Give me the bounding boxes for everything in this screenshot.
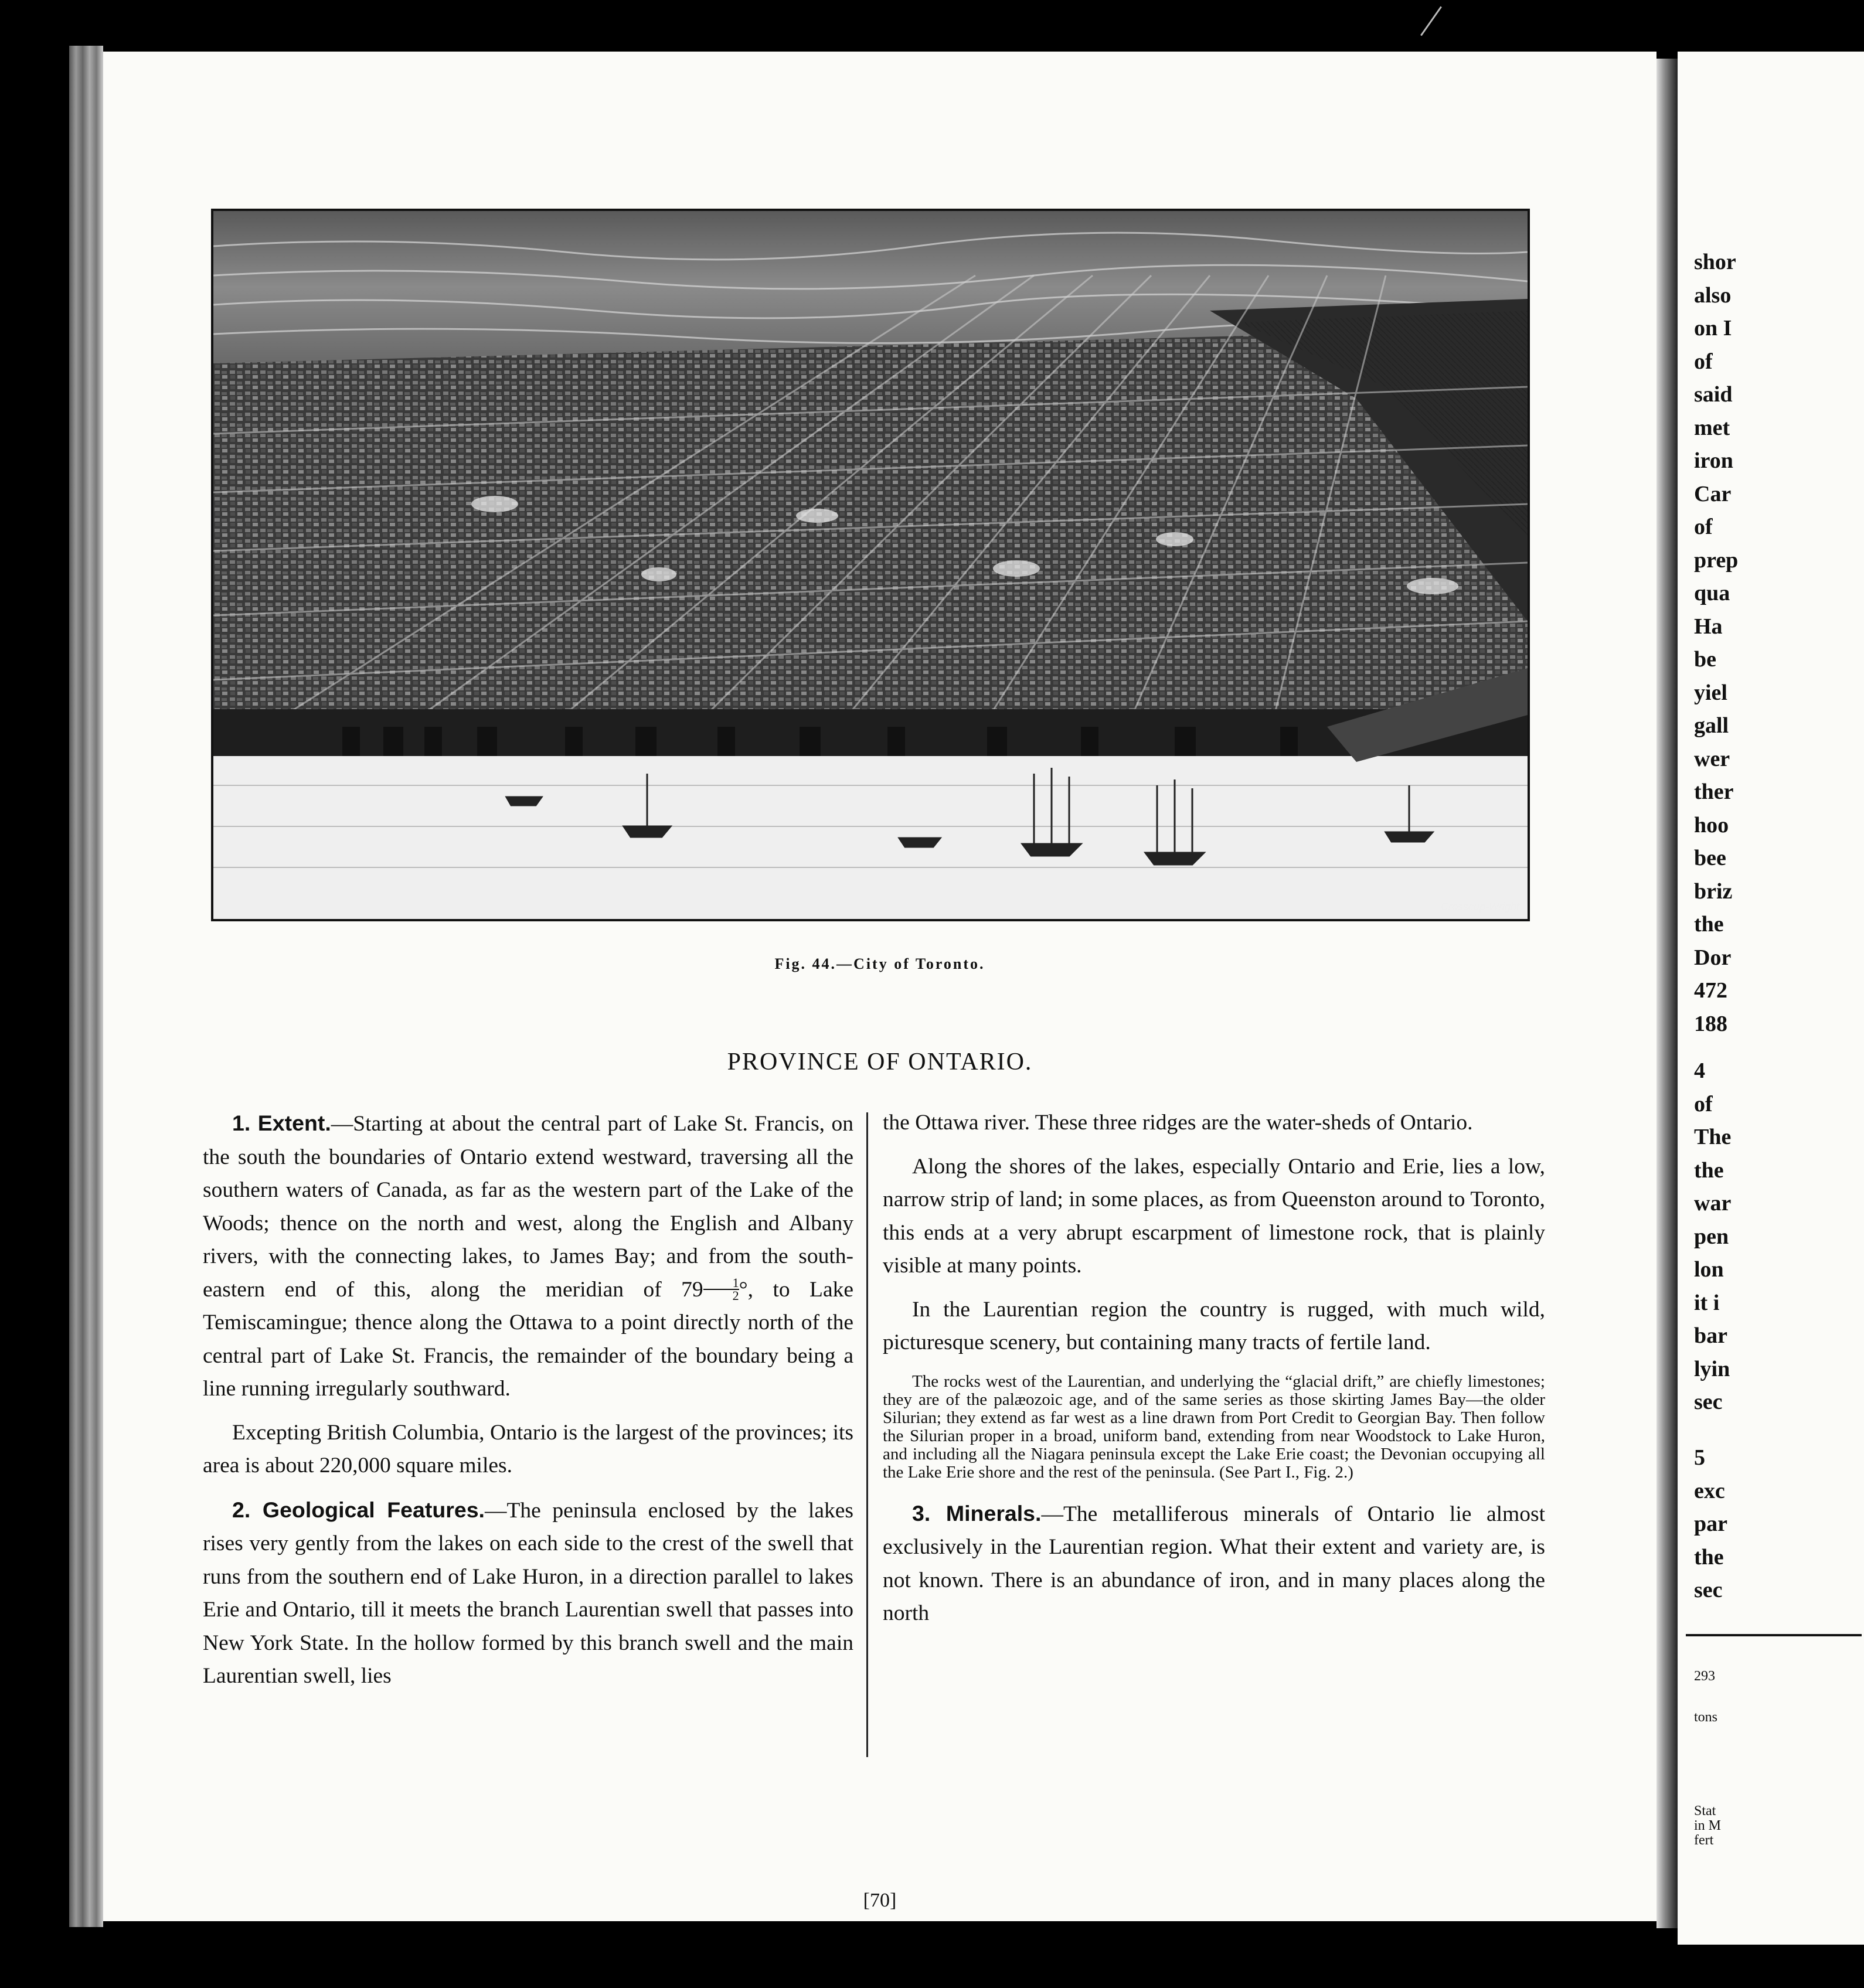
geology-heading: 2. Geological Features. xyxy=(232,1497,485,1522)
minerals-text: —The metalliferous minerals of Ontario lie almost exclusively in the Laurentian region. What their extent and variety are, is not known. There is an abundance of iron, and in many places along the north xyxy=(883,1502,1545,1625)
adjacent-page-word: par xyxy=(1694,1512,1727,1536)
adjacent-page-word: yiel xyxy=(1694,680,1727,705)
adjacent-page-word: hoo xyxy=(1694,812,1729,838)
adjacent-page-word: The xyxy=(1694,1125,1732,1149)
adjacent-page-word: met xyxy=(1694,415,1730,440)
adjacent-page-word: prep xyxy=(1694,547,1739,573)
city-of-toronto-illustration xyxy=(211,209,1530,921)
adjacent-page-word: gall xyxy=(1694,713,1729,738)
adjacent-page-word: war xyxy=(1694,1191,1732,1216)
figure-caption: Fig. 44.—City of Toronto. xyxy=(774,955,985,972)
left-column xyxy=(203,1107,853,1693)
adjacent-page-footnote: Stat in M fert xyxy=(1694,1803,1722,1849)
adjacent-page-word: qua xyxy=(1694,581,1730,605)
adjacent-page-word: 472 xyxy=(1694,978,1727,1003)
engraving-image xyxy=(213,211,1528,919)
page-stack-edge xyxy=(69,46,103,1927)
column-divider xyxy=(866,1112,868,1757)
adjacent-page-word: of xyxy=(1694,1091,1713,1116)
page-right-edge xyxy=(1656,59,1678,1928)
adjacent-page-word: said xyxy=(1694,382,1733,407)
extent-heading: 1. Extent. xyxy=(232,1111,331,1135)
adjacent-page-word: 4 xyxy=(1694,1058,1705,1083)
fraction xyxy=(703,1277,739,1302)
adjacent-page-word: of xyxy=(1694,515,1713,539)
adjacent-page-word: on I xyxy=(1694,316,1732,341)
adjacent-page-footnote: tons xyxy=(1694,1710,1718,1725)
area-paragraph: Excepting British Columbia, Ontario is the largest of the provinces; its area is about 220,000 square miles. xyxy=(203,1420,853,1478)
adjacent-page-word: lon xyxy=(1694,1257,1724,1282)
footnote-rule xyxy=(1686,1634,1862,1636)
geology-text: —The peninsula enclosed by the lakes rises very gently from the lakes on each side to the crest of the swell that runs from the southern end of Lake Huron, in a direction parallel to lakes Erie and Ontario, till it meets the branch Laurentian swell that passes into New York State. In the hollow formed by this branch swell and the main Laurentian swell, lies xyxy=(203,1498,853,1688)
adjacent-page-word: bar xyxy=(1694,1323,1727,1348)
laurentian-paragraph: In the Laurentian region the country is rugged, with much wild, picturesque scenery, but containing many tracts of fertile land. xyxy=(883,1297,1545,1354)
adjacent-page-word: sec xyxy=(1694,1390,1723,1414)
fraction-denominator: 2 xyxy=(732,1288,739,1303)
adjacent-page-word: the xyxy=(1694,1158,1724,1183)
fraction-numerator: 1 xyxy=(703,1277,739,1290)
adjacent-page-footnote: 293 xyxy=(1694,1669,1715,1684)
shores-paragraph: Along the shores of the lakes, especially Ontario and Erie, lies a low, narrow strip of land; in some places, as from Queenston around to Toronto, this ends at a very abrupt escarpment of limestone rock, that is plainly visible at many points. xyxy=(883,1154,1545,1278)
adjacent-page-word: 188 xyxy=(1694,1011,1727,1036)
scan-border-line xyxy=(1420,6,1442,36)
extent-text-continued: °, to Lake Temiscamingue; thence along the Ottawa to a point directly north of the central part of Lake St. Francis, the remainder of the boundary being a line running irregularly southward. xyxy=(203,1277,853,1401)
adjacent-page-word: Car xyxy=(1694,481,1732,506)
page-number: [70] xyxy=(863,1890,897,1911)
adjacent-page-word: wer xyxy=(1694,746,1730,771)
artist-signature: Crosscup-Wright xyxy=(1440,901,1519,913)
rocks-note: The rocks west of the Laurentian, and underlying the “glacial drift,” are chiefly limestones; they are of the palæozoic age, and of the same series as those skirting James Bay—the older Silurian; they extend as far west as a line drawn from Port Credit to Georgian Bay. Then follow the Silurian proper in a broad, uniform band, extending from near Woodstock to Lake Huron, and including all the Niagara peninsula except the Lake Erie coast; the Devonian occupying all the Lake Erie shore and the rest of the peninsula. (See Part I., Fig. 2.) xyxy=(883,1371,1545,1482)
book-page xyxy=(103,52,1656,1921)
adjacent-page-word: lyin xyxy=(1694,1356,1730,1381)
adjacent-page-word: it i xyxy=(1694,1290,1720,1315)
extent-paragraph xyxy=(203,1107,853,1406)
adjacent-page-word: Dor xyxy=(1694,945,1732,970)
adjacent-page-word: exc xyxy=(1694,1478,1725,1503)
minerals-heading: 3. Minerals. xyxy=(912,1500,1042,1526)
adjacent-page-word: be xyxy=(1694,647,1716,672)
adjacent-page-word: the xyxy=(1694,912,1724,937)
adjacent-page-word: also xyxy=(1694,282,1732,308)
adjacent-page-fragment xyxy=(1678,52,1864,1945)
minerals-paragraph xyxy=(883,1497,1545,1630)
extent-text: —Starting at about the central part of Lake St. Francis, on the south the boundaries of Ontario extend westward, traversing all the southern waters of Canada, as far as the western part of the Lake of the Woods; thence on the north and west, along the English and Albany rivers, with the connecting lakes, to James Bay; and from the south-eastern end of this, along the meridian of 79 xyxy=(203,1112,853,1302)
adjacent-page-word: briz xyxy=(1694,879,1733,904)
adjacent-page-word: bee xyxy=(1694,846,1726,870)
adjacent-page-word: iron xyxy=(1694,448,1733,473)
section-title: PROVINCE OF ONTARIO. xyxy=(727,1049,1033,1075)
adjacent-page-word: 5 xyxy=(1694,1445,1705,1470)
adjacent-page-word: Ha xyxy=(1694,614,1723,639)
right-column xyxy=(883,1107,1545,1630)
adjacent-page-word: shor xyxy=(1694,250,1736,274)
ottawa-paragraph: the Ottawa river. These three ridges are the water-sheds of Ontario. xyxy=(883,1111,1473,1135)
adjacent-page-word: of xyxy=(1694,349,1713,374)
geology-paragraph xyxy=(203,1493,853,1693)
adjacent-page-word: pen xyxy=(1694,1224,1729,1249)
adjacent-page-word: sec xyxy=(1694,1578,1723,1602)
adjacent-page-word: ther xyxy=(1694,779,1734,804)
adjacent-page-word: the xyxy=(1694,1544,1724,1570)
